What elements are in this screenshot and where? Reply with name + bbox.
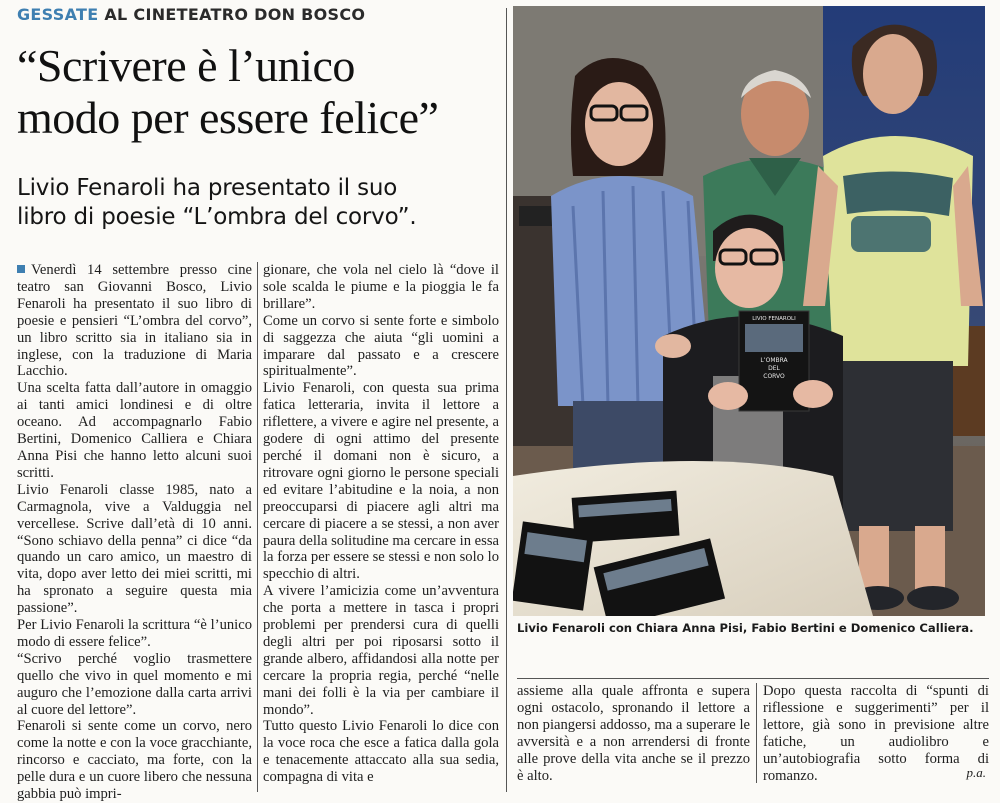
article-paragraph: Livio Fenaroli classe 1985, nato a Carmagnola, vive a Valduggia nel vercellese. Scrive dall’età di 10 anni. “Sono schiavo della penna” ci dice “da quando un caro amico, un maestro di vita, dopo aver letto dei miei scritti, mi ha spronato a seguire questa mia passione”.: [17, 481, 252, 617]
photo-illustration: [513, 6, 985, 616]
book-author: LIVIO FENAROLI: [752, 316, 796, 322]
article-paragraph: Dopo questa raccolta di “spunti di riflessione e suggerimenti” per il lettore, già sono in previsione altre fatiche, un audiolibro e un’autobiografia sotto forma di romanzo.: [763, 683, 989, 784]
article-column-3: [517, 683, 750, 784]
book-title-line: CORVO: [763, 373, 785, 380]
kicker-location: GESSATE: [17, 5, 99, 24]
headline-line-2: modo per essere felice”: [17, 92, 439, 143]
column-divider: [257, 262, 258, 792]
kicker-venue: AL CINETEATRO DON BOSCO: [104, 5, 366, 24]
paragraph-text: Venerdì 14 settembre presso cine teatro san Giovanni Bosco, Livio Fenaroli ha presentato il suo libro di poesie e pensieri “L’ombra del corvo”, un libro scritto sia in italiano sia in inglese, con la traduzione di Maria Lacchio.: [17, 262, 252, 380]
article-paragraph: Per Livio Fenaroli la scrittura “è l’unico modo di essere felice”.: [17, 617, 252, 650]
headline-line-1: “Scrivere è l’unico: [17, 40, 355, 91]
book-title-line: DEL: [768, 365, 780, 372]
article-paragraph: A vivere l’amicizia come un’avventura che porta a mettere in tasca i propri problemi per prendersi cura di quelli degli altri per poi riposarsi sotto il grande albero, affidandosi alla notte per cercare la propria regia, perché “nelle mani dei folli è la via per cambiare il mondo”.: [263, 583, 499, 718]
article-paragraph: Una scelta fatta dall’autore in omaggio ai tanti amici londinesi e di oltre oceano. Ad accompagnarlo Fabio Bertini, Domenico Calliera e Chiara Anna Pisi che hanno letto alcuni suoi scritti.: [17, 380, 252, 481]
paragraph-marker-icon: [17, 265, 25, 273]
subheadline-line-2: libro di poesie “L’ombra del corvo”.: [17, 204, 417, 230]
book-title-line: L’OMBRA: [760, 357, 788, 364]
photo-caption: Livio Fenaroli con Chiara Anna Pisi, Fabio Bertini e Domenico Calliera.: [517, 621, 974, 635]
article-paragraph: Fenaroli si sente come un corvo, nero come la notte e con la voce gracchiante, rincorso e cacciato, ma forte, con la pelle dura e un cuore libero che nessuna gabbia può impri-: [17, 718, 252, 803]
column-divider: [506, 8, 507, 792]
article-paragraph: Tutto questo Livio Fenaroli lo dice con la voce roca che esce a fatica dalla gola e tenacemente attaccato alla sua sedia, compagna di vita e: [263, 718, 499, 786]
column-divider: [756, 683, 757, 783]
article-column-1: [17, 262, 252, 803]
event-photo: [513, 6, 985, 616]
subheadline-line-1: Livio Fenaroli ha presentato il suo: [17, 175, 398, 201]
author-initials: p.a.: [966, 765, 986, 780]
article-paragraph: Come un corvo si sente forte e simbolo di saggezza che aiuta “gli uomini a imparare dal passato e a crescere spiritualmente”.: [263, 312, 499, 380]
headline: [17, 40, 507, 144]
article-column-4: [763, 683, 989, 784]
article-paragraph: assieme alla quale affronta e supera ogni ostacolo, spronando il lettore a non piangersi addosso, ma a superare le avversità e a non arrendersi di fronte alle prove della vita anche se il prezzo è alto.: [517, 683, 750, 784]
kicker: [17, 5, 365, 24]
caption-divider: [517, 678, 989, 679]
article-paragraph: gionare, che vola nel cielo là “dove il sole scalda le piume e la pioggia le fa brillare”.: [263, 262, 499, 312]
article-paragraph: Livio Fenaroli, con questa sua prima fatica letteraria, invita il lettore a riflettere, a vivere e agire nel presente, a godere di ogni attimo del presente perché il domani non è sicuro, a ritrovare ogni giorno le persone speciali ed evitare l’abitudine e la noia, a non preoccuparsi di piacere agli altri ma cercare di piacere a se stessi, a non aver paura della solitudine ma cercare in essa la forza per essere se stessi e non solo lo specchio di altri.: [263, 380, 499, 583]
article-column-2: [263, 262, 499, 786]
subheadline: [17, 174, 507, 232]
article-paragraph: “Scrivo perché voglio trasmettere quello che vivo in quel momento e mi auguro che l’emozione dalla carta arrivi al cuore del lettore”.: [17, 650, 252, 718]
article-paragraph: [17, 262, 252, 380]
